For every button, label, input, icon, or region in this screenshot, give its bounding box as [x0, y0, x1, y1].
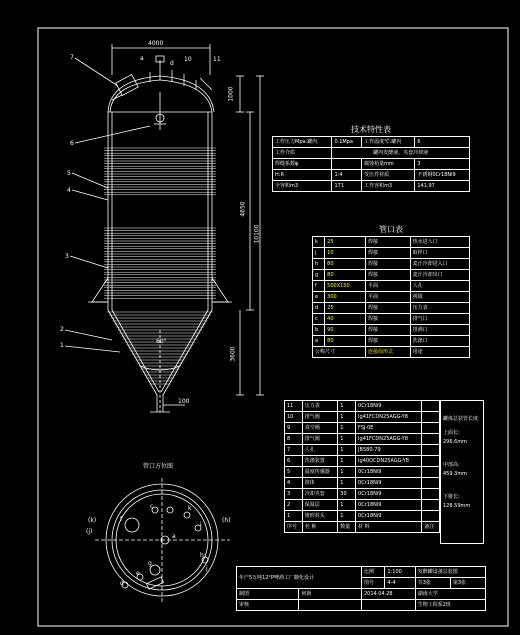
nozzle-row	[313, 292, 470, 303]
part-label-5: 5	[67, 170, 71, 177]
parts-cell: 7	[285, 445, 303, 456]
nozzle-cell: b	[313, 325, 325, 336]
drawn-date: 2014.04.28	[361, 589, 415, 600]
part-label-11: 11	[213, 56, 221, 63]
parts-cell	[422, 500, 440, 511]
part-label-1: 1	[60, 342, 64, 349]
nozzle-cell: g	[313, 270, 325, 281]
cooling-jacket-lower	[104, 228, 216, 298]
drawn-label: 制图	[237, 589, 299, 600]
drawn-by: 何新	[299, 589, 361, 600]
sheet-value: 4-4	[385, 578, 415, 589]
parts-row	[285, 522, 440, 533]
nozzle-cell: 压力表	[410, 303, 469, 314]
tech-cell: 全容积m3	[273, 181, 332, 192]
part-label-4: 4	[67, 187, 71, 194]
dim-top-width: 4000	[148, 40, 164, 47]
parts-cell: 4	[285, 478, 303, 489]
nozzle-cell: 焊接	[366, 325, 411, 336]
nozzle-row	[313, 281, 470, 292]
parts-cell: 1	[338, 423, 356, 434]
parts-cell	[422, 511, 440, 522]
dept-name: 生物工程系2班	[415, 600, 485, 611]
tech-cell: 受压件材质	[362, 170, 415, 181]
tech-cell: 1:4	[332, 170, 362, 181]
parts-cell: 1	[338, 511, 356, 522]
part-label-d: d	[170, 60, 174, 67]
parts-side-panel	[440, 400, 484, 544]
parts-cell	[422, 467, 440, 478]
parts-row	[285, 478, 440, 489]
parts-row	[285, 412, 440, 423]
plan-label-d: d	[120, 580, 124, 587]
nozzle-cell: 人孔	[410, 281, 469, 292]
part-label-7: 7	[70, 54, 74, 61]
parts-cell: 洗涤装置	[302, 456, 338, 467]
sheets-total: 共3张	[415, 578, 450, 589]
nozzle-cell: d	[313, 303, 325, 314]
parts-row	[285, 401, 440, 412]
parts-cell: 1	[338, 412, 356, 423]
nozzle-cell: 40	[325, 314, 366, 325]
plan-label-f: f	[120, 516, 123, 523]
nozzle-cell: 焊接	[366, 237, 411, 248]
parts-cell: 真空阀	[302, 423, 338, 434]
parts-cell: 0Cr18Ni9	[356, 489, 422, 500]
nozzle-cell: 麦汁冷却进入口	[410, 259, 469, 270]
nozzle-row	[313, 347, 470, 358]
tech-table-title: 技术特性表	[351, 125, 391, 134]
project-name: 年产5万吨12°P啤酒工厂糖化设计	[237, 567, 362, 589]
parts-cell: 0Cr18Ni9	[356, 401, 422, 412]
parts-cell: 1	[338, 478, 356, 489]
tech-cell: 罐内发酵液、夹套冷却液	[332, 148, 470, 159]
tech-cell: 0.1Mpa	[332, 137, 362, 148]
tech-cell: 工作容积m3	[362, 181, 415, 192]
nozzle-cell: 公称尺寸	[313, 347, 366, 358]
scale-value: 1:100	[385, 567, 415, 578]
parts-row	[285, 445, 440, 456]
plan-label-h: h	[200, 552, 204, 559]
parts-cell: 名 称	[302, 522, 338, 533]
nozzle-row	[313, 303, 470, 314]
dim-angle: 60°	[156, 338, 167, 345]
tech-cell: 不锈钢0Cr18Ni9	[415, 170, 470, 181]
title-block	[236, 566, 486, 611]
nozzle-plan	[95, 478, 230, 602]
nozzle-cell: c	[313, 314, 325, 325]
plan-label-j: j	[206, 565, 208, 572]
sheet-no: 第3张	[450, 578, 485, 589]
parts-cell: 序号	[285, 522, 303, 533]
nozzle-cell: 焊接	[366, 336, 411, 347]
tech-cell: 工作温度℃:罐内	[362, 137, 415, 148]
parts-cell: 6	[285, 456, 303, 467]
nozzle-row	[313, 259, 470, 270]
nozzle-row	[313, 314, 470, 325]
parts-row	[285, 511, 440, 522]
parts-cell: JB580-79	[356, 445, 422, 456]
side-title: 罐体总装管长度	[443, 416, 479, 422]
nozzle-row	[313, 270, 470, 281]
nozzle-cell: f	[313, 281, 325, 292]
nozzle-cell: 洗涤口	[410, 336, 469, 347]
parts-table	[284, 400, 440, 533]
parts-cell: 排气阀	[302, 434, 338, 445]
side-item: 296.6mm	[443, 439, 468, 445]
parts-cell	[422, 401, 440, 412]
nozzle-plan-title: 管口方位图	[143, 463, 174, 470]
parts-row	[285, 423, 440, 434]
tech-cell: 3	[415, 159, 470, 170]
dim-head-height: 1000	[227, 86, 235, 102]
parts-row	[285, 456, 440, 467]
dim-cone-height: 3600	[229, 346, 237, 362]
parts-cell	[422, 423, 440, 434]
parts-cell: 锥形封头	[302, 511, 338, 522]
parts-cell: 数量	[338, 522, 356, 533]
tech-cell: 腐蚀裕量mm	[362, 159, 415, 170]
nozzle-cell: 25	[325, 237, 366, 248]
side-item: 中部高:	[443, 462, 460, 468]
side-item: 128.59mm	[443, 503, 471, 509]
nozzle-cell: 80	[325, 270, 366, 281]
parts-cell: 30	[338, 489, 356, 500]
parts-cell: 压力表	[302, 401, 338, 412]
side-item: 上面长:	[443, 430, 460, 436]
parts-cell: 3	[285, 489, 303, 500]
nozzle-table-title: 管口表	[379, 225, 403, 234]
parts-cell	[422, 489, 440, 500]
parts-cell: 温度传感器	[302, 467, 338, 478]
parts-cell: 0Cr18Ni9	[356, 500, 422, 511]
plan-label-i: i	[200, 521, 202, 528]
sheet-label: 图号	[361, 578, 384, 589]
nozzle-cell: 300	[325, 292, 366, 303]
tech-cell: 171	[332, 181, 362, 192]
parts-cell: 9	[285, 423, 303, 434]
parts-row	[285, 489, 440, 500]
tech-cell: 工作压力Mpa:罐内	[273, 137, 332, 148]
parts-cell: 0Cr18Ni9	[356, 478, 422, 489]
nozzle-cell: 焊接	[366, 248, 411, 259]
part-label-2: 2	[60, 326, 64, 333]
school-name: 湖南大学	[415, 589, 485, 600]
parts-cell: 11	[285, 401, 303, 412]
tech-cell: 6	[415, 137, 470, 148]
plan-label-h-paren: (h)	[222, 517, 231, 524]
nozzle-row	[313, 237, 470, 248]
parts-cell: 1	[338, 434, 356, 445]
plan-label-j-paren: (j)	[86, 528, 93, 535]
nozzle-row	[313, 325, 470, 336]
parts-cell: 10	[285, 412, 303, 423]
drawing-name: 发酵罐设备总装图	[415, 567, 485, 578]
plan-label-e: e	[136, 570, 140, 577]
nozzle-row	[313, 336, 470, 347]
nozzle-row	[313, 248, 470, 259]
parts-cell	[422, 434, 440, 445]
nozzle-cell: 平面	[366, 281, 411, 292]
nozzle-cell: 焊接	[366, 270, 411, 281]
nozzle-cell: 麦汁冷却出口	[410, 270, 469, 281]
nozzle-cell: 25	[325, 303, 366, 314]
parts-cell: 人孔	[302, 445, 338, 456]
nozzle-cell: k	[313, 237, 325, 248]
plan-label-c: c	[150, 503, 154, 510]
parts-cell: 0Cr18Ni9	[356, 467, 422, 478]
parts-cell: Ig41FCDN25AGG-Y8	[356, 434, 422, 445]
parts-cell: 冷却夹套	[302, 489, 338, 500]
parts-cell: 1	[285, 511, 303, 522]
nozzle-cell: 视镜	[410, 292, 469, 303]
tech-cell	[332, 159, 362, 170]
nozzle-cell: h	[313, 259, 325, 270]
dim-body-height: 10100	[253, 224, 261, 244]
parts-cell: 1	[338, 500, 356, 511]
parts-cell: 5	[285, 467, 303, 478]
parts-cell: 保温层	[302, 500, 338, 511]
plan-label-k-paren: (k)	[88, 517, 97, 524]
nozzle-cell: j	[313, 248, 325, 259]
nozzle-cell: 10	[325, 248, 366, 259]
nozzle-cell: 80	[325, 259, 366, 270]
review-label: 审核	[237, 600, 299, 611]
part-label-3: 3	[65, 253, 69, 260]
nozzle-table	[312, 236, 470, 358]
nozzle-cell: 取样口	[410, 248, 469, 259]
parts-cell: Ig40QCDN25AGG-Y8	[356, 456, 422, 467]
parts-cell: Ig41FCDN25AGG-Y8	[356, 412, 422, 423]
parts-row	[285, 434, 440, 445]
parts-row	[285, 500, 440, 511]
cooling-jacket-upper	[104, 148, 216, 195]
tech-table	[272, 136, 470, 192]
plan-label-k: k	[188, 505, 192, 512]
dim-outlet: 100	[178, 398, 190, 405]
tech-cell: 141.97	[415, 181, 470, 192]
nozzle-cell: 90	[325, 325, 366, 336]
nozzle-cell: 500X150	[325, 281, 366, 292]
part-label-6: 6	[70, 140, 74, 147]
nozzle-cell: a	[313, 336, 325, 347]
nozzle-cell: 焊接	[366, 259, 411, 270]
plan-label-a: a	[172, 533, 176, 540]
nozzle-cell: e	[313, 292, 325, 303]
nozzle-cell: 平面	[366, 292, 411, 303]
parts-cell: FSJ-0E	[356, 423, 422, 434]
nozzle-cell: 80	[325, 336, 366, 347]
part-label-a: a	[140, 55, 144, 62]
tech-cell: 工作介质	[273, 148, 332, 159]
parts-cell	[422, 478, 440, 489]
nozzle-cell: 焊接	[366, 314, 411, 325]
parts-cell: 排气阀	[302, 412, 338, 423]
parts-cell	[422, 445, 440, 456]
scale-label: 比例	[361, 567, 384, 578]
side-item: 459.3mm	[443, 471, 468, 477]
nozzle-cell: 排酒口	[410, 325, 469, 336]
parts-cell: 1	[338, 401, 356, 412]
nozzle-cell: 用途	[410, 347, 469, 358]
side-item: 下锥长:	[443, 494, 460, 500]
nozzle-cell: 焊接	[366, 303, 411, 314]
parts-cell: 1	[338, 456, 356, 467]
parts-cell: 备注	[422, 522, 440, 533]
parts-row	[285, 467, 440, 478]
nozzle-cell: 热水进入口	[410, 237, 469, 248]
parts-cell	[422, 412, 440, 423]
parts-cell: 1	[338, 445, 356, 456]
tech-cell: 焊缝系数φ	[273, 159, 332, 170]
dim-mid-height: 4650	[239, 201, 247, 217]
parts-cell: 筒体	[302, 478, 338, 489]
parts-cell: 2	[285, 500, 303, 511]
parts-cell: 8	[285, 434, 303, 445]
plan-label-g: g	[148, 560, 152, 567]
tech-cell: H:R	[273, 170, 332, 181]
cooling-jacket-cone	[107, 312, 213, 384]
parts-cell	[422, 456, 440, 467]
parts-cell: 1	[338, 467, 356, 478]
nozzle-cell: 连接面形式	[366, 347, 411, 358]
parts-cell: 0Cr18Ni9	[356, 511, 422, 522]
part-label-10: 10	[184, 56, 192, 63]
side-items	[441, 429, 483, 511]
nozzle-cell: 排气口	[410, 314, 469, 325]
parts-cell: 材 料	[356, 522, 422, 533]
